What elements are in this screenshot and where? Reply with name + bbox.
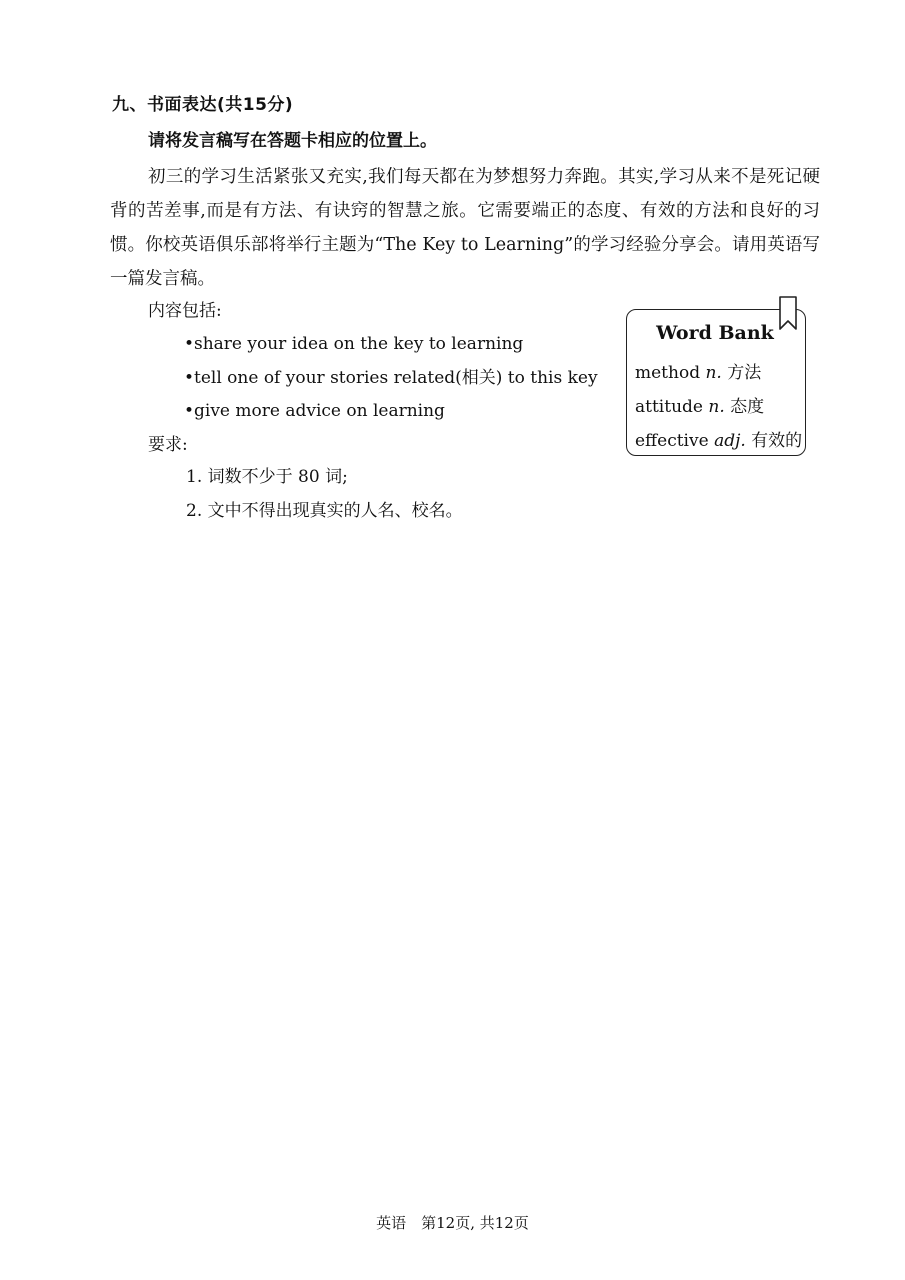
list-item <box>184 330 598 364</box>
word: attitude <box>635 397 703 417</box>
content-label: 内容包括: <box>148 301 222 321</box>
requirement-item: 2. 文中不得出现真实的人名、校名。 <box>186 501 463 521</box>
list-item <box>184 364 598 398</box>
bullet-icon: • <box>184 367 195 388</box>
list-item <box>184 397 598 431</box>
requirement-item: 1. 词数不少于 80 词; <box>186 467 348 487</box>
bullet-icon: • <box>184 334 195 354</box>
content-item-text: share your idea on the key to learning <box>194 334 524 354</box>
content-list <box>184 330 598 431</box>
content-item-text: give more advice on learning <box>194 401 445 421</box>
meaning: 有效的 <box>751 431 803 451</box>
page-footer: 英语 第12页, 共12页 <box>376 1214 529 1232</box>
meaning: 态度 <box>730 397 765 417</box>
requirements-list <box>186 463 463 531</box>
answer-instruction: 请将发言稿写在答题卡相应的位置上。 <box>148 131 437 151</box>
section-title: 九、书面表达(共15分) <box>112 95 294 115</box>
meaning: 方法 <box>727 363 762 383</box>
intro-paragraph: 初三的学习生活紧张又充实,我们每天都在为梦想努力奔跑。其实,学习从来不是死记硬背的苦差事,而是有方法、有诀窍的智慧之旅。它需要端正的态度、有效的方法和良好的习惯。你校英语俱乐部将举行主题为“The Key to Learning”的学习经验分享会。请用英语写一篇发言稿。 <box>110 167 820 289</box>
word: method <box>635 363 701 383</box>
word-bank-entry <box>635 392 764 417</box>
word-bank-box <box>626 309 806 456</box>
word-bank-title: Word Bank <box>656 322 774 344</box>
part-of-speech: n. <box>705 363 722 383</box>
word-bank-entry <box>635 358 761 383</box>
word-bank-entry <box>635 426 802 451</box>
requirements-label: 要求: <box>148 435 188 455</box>
part-of-speech: adj. <box>714 431 746 451</box>
bullet-icon: • <box>184 401 195 421</box>
word: effective <box>635 431 709 451</box>
part-of-speech: n. <box>708 397 725 417</box>
content-item-text: tell one of your stories related(相关) to this key <box>194 367 598 388</box>
